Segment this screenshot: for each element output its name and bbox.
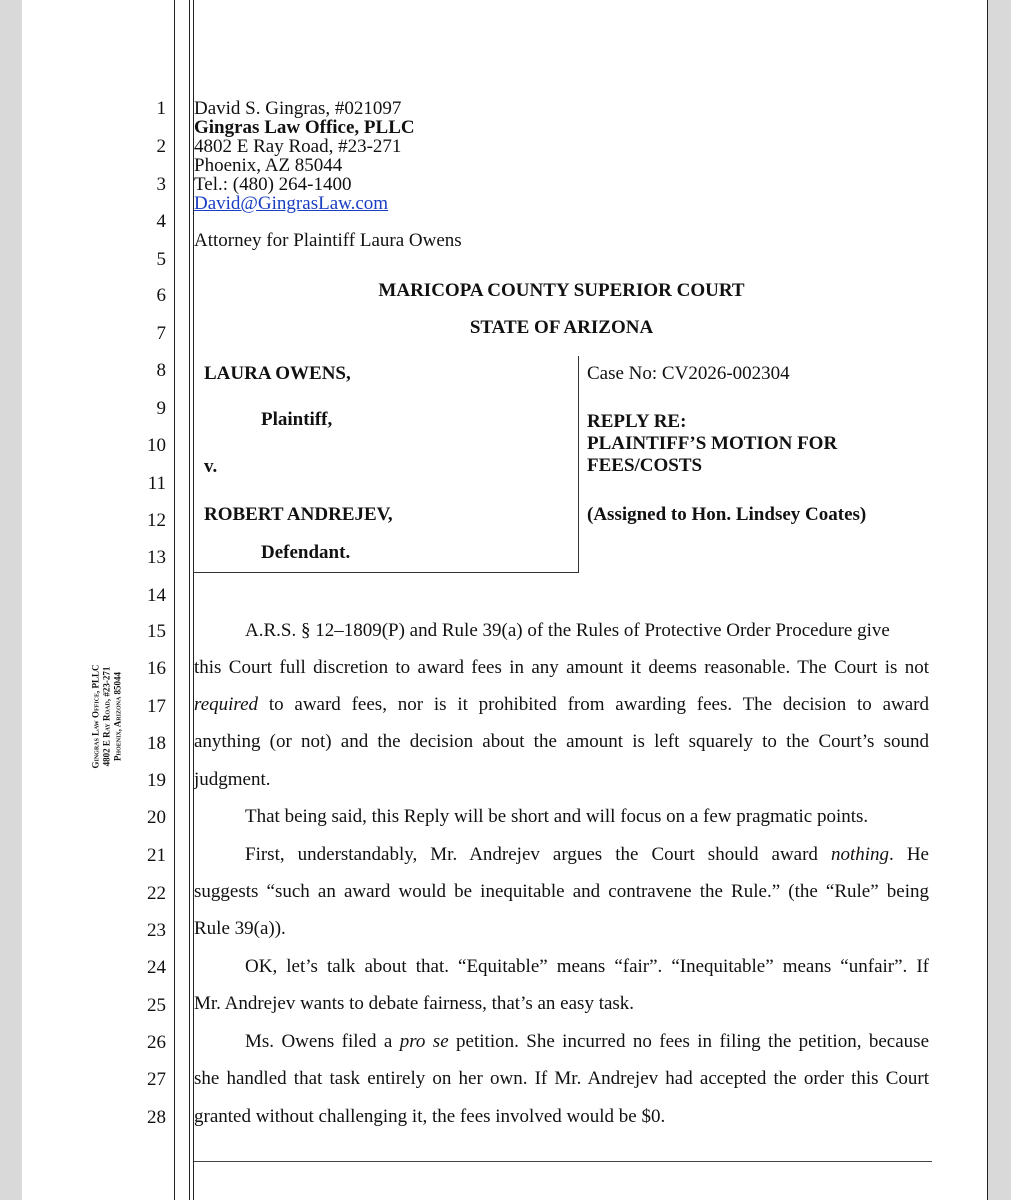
body-p5-line1-a: Ms. Owens filed a — [245, 1031, 400, 1052]
body-p5-line1 — [245, 1032, 929, 1052]
case-number: Case No: CV2026-002304 — [587, 363, 790, 384]
firm-sidebar — [90, 664, 123, 769]
line-number: 23 — [147, 920, 166, 941]
body-p3-line3: Rule 39(a)). — [194, 918, 286, 939]
plaintiff-name: LAURA OWENS, — [204, 363, 351, 384]
body-p5-line2: she handled that task entirely on her own. If Mr. Andrejev had accepted the order this Court — [194, 1068, 929, 1089]
left-border-rule — [174, 0, 175, 1200]
footer-rule — [194, 1161, 932, 1162]
line-number: 3 — [156, 174, 166, 195]
body-p1-line3 — [194, 695, 929, 715]
sidebar-city: Phoenix, Arizona 85044 — [112, 671, 123, 762]
body-p2: That being said, this Reply will be short and will focus on a few pragmatic points. — [245, 806, 869, 827]
body-p3-line2: suggests “such an award would be inequitable and contravene the Rule.” (the “Rule” being — [194, 881, 929, 902]
line-number: 4 — [156, 211, 166, 232]
line-number: 10 — [147, 435, 166, 456]
body-p1-line4: anything (or not) and the decision about the amount is left squarely to the Court’s sound — [194, 731, 929, 752]
body-p3-line1 — [245, 845, 929, 865]
firm-phone: Tel.: (480) 264-1400 — [194, 174, 352, 195]
line-number: 27 — [147, 1069, 166, 1090]
court-name: MARICOPA COUNTY SUPERIOR COURT — [378, 280, 745, 301]
line-number: 26 — [147, 1032, 166, 1053]
line-number: 20 — [147, 807, 166, 828]
line-number: 13 — [147, 547, 166, 568]
body-p4-line2: Mr. Andrejev wants to debate fairness, that’s an easy task. — [194, 993, 635, 1014]
line-number: 14 — [147, 585, 166, 606]
margin-rule-1 — [189, 0, 190, 1200]
line-number: 9 — [156, 398, 166, 419]
line-number: 1 — [156, 98, 166, 119]
right-border-rule — [987, 0, 988, 1200]
body-p3-line1-a: First, understandably, Mr. Andrejev argues the Court should award — [245, 844, 831, 865]
caption-divider-horizontal — [193, 572, 579, 573]
versus-label: v. — [204, 456, 218, 477]
line-number: 11 — [147, 473, 166, 494]
line-number: 24 — [147, 957, 166, 978]
firm-address-2: Phoenix, AZ 85044 — [194, 155, 343, 176]
sidebar-firm-name: Gingras Law Office, PLLC — [90, 664, 101, 769]
line-number: 28 — [147, 1107, 166, 1128]
body-p1-line3-rest: to award fees, nor is it prohibited from awarding fees. The decision to award — [258, 694, 929, 715]
body-p3-line1-b: . He — [889, 844, 929, 865]
line-number: 15 — [147, 621, 166, 642]
firm-name: Gingras Law Office, PLLC — [194, 117, 415, 138]
email-link[interactable]: David@GingrasLaw.com — [194, 193, 389, 214]
document-title-2: PLAINTIFF’S MOTION FOR — [587, 433, 838, 454]
defendant-label: Defendant. — [261, 542, 351, 563]
line-number: 6 — [156, 285, 166, 306]
emphasis-pro-se: pro se — [399, 1031, 449, 1052]
attorney-name: David S. Gingras, #021097 — [194, 98, 402, 119]
line-number: 22 — [147, 883, 166, 904]
defendant-name: ROBERT ANDREJEV, — [204, 504, 393, 525]
body-p5-line3: granted without challenging it, the fees involved would be $0. — [194, 1106, 666, 1127]
document-page — [22, 0, 988, 1200]
line-number: 8 — [156, 360, 166, 381]
line-number: 5 — [156, 249, 166, 270]
line-number: 17 — [147, 696, 166, 717]
line-number: 21 — [147, 845, 166, 866]
line-number: 2 — [156, 136, 166, 157]
body-p1-line5: judgment. — [194, 769, 271, 790]
attorney-role: Attorney for Plaintiff Laura Owens — [194, 230, 462, 251]
emphasis-nothing: nothing — [830, 844, 890, 865]
body-p5-line1-b: petition. She incurred no fees in filing the petition, because — [448, 1031, 929, 1052]
firm-address-1: 4802 E Ray Road, #23-271 — [194, 136, 402, 157]
document-title-3: FEES/COSTS — [587, 455, 703, 476]
body-p1-line2: this Court full discretion to award fees in any amount it deems reasonable. The Court is not — [194, 657, 929, 678]
line-number: 25 — [147, 995, 166, 1016]
assigned-judge: (Assigned to Hon. Lindsey Coates) — [587, 504, 867, 525]
line-number: 7 — [156, 323, 166, 344]
line-number: 19 — [147, 770, 166, 791]
caption-divider-vertical — [578, 356, 579, 573]
body-p4-line1: OK, let’s talk about that. “Equitable” means “fair”. “Inequitable” means “unfair”. If — [245, 956, 929, 977]
line-number: 12 — [147, 510, 166, 531]
court-state: STATE OF ARIZONA — [469, 317, 654, 338]
line-number: 16 — [147, 658, 166, 679]
body-p1-line1: A.R.S. § 12–1809(P) and Rule 39(a) of the Rules of Protective Order Procedure give — [245, 620, 890, 641]
line-number: 18 — [147, 733, 166, 754]
sidebar-street: 4802 E Ray Road, #23-271 — [101, 666, 112, 767]
document-title-1: REPLY RE: — [587, 411, 687, 432]
plaintiff-label: Plaintiff, — [261, 409, 333, 430]
emphasis-required: required — [194, 694, 259, 715]
